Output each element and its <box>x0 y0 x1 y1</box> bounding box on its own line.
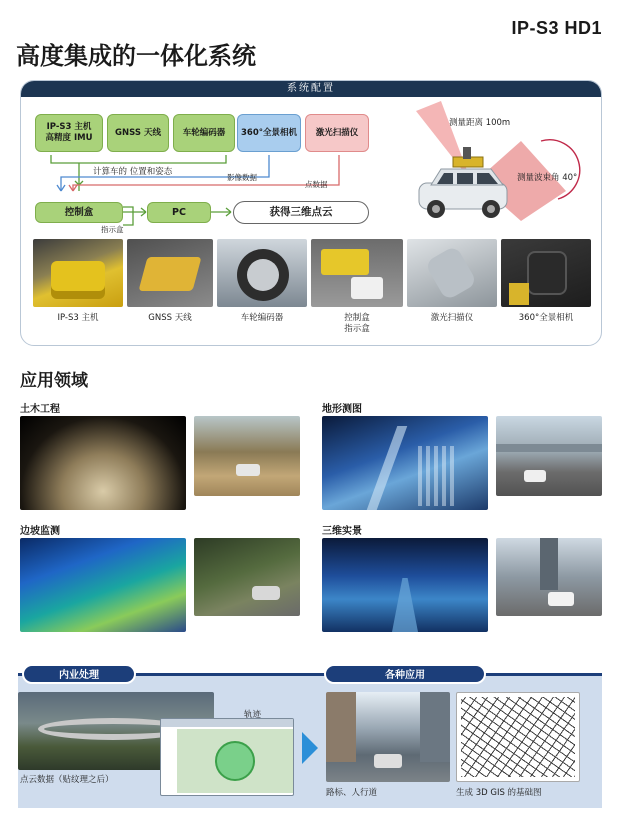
topo-pointcloud-image <box>322 416 488 510</box>
main-unit-photo <box>33 239 123 307</box>
component-caption: 激光扫描仪 <box>430 313 474 323</box>
page-title: 高度集成的一体化系统 <box>16 41 256 70</box>
output-node: 获得三维点云 <box>233 201 369 224</box>
control-box-node: 控制盒 <box>35 202 123 223</box>
product-code: IP-S3 HD1 <box>511 18 602 38</box>
civil-photo <box>194 416 300 496</box>
road-caption: 路标、人行道 <box>326 788 378 798</box>
field-label-3d: 三维实景 <box>322 526 362 537</box>
road-sign-photo <box>326 692 450 782</box>
gis-base-map <box>456 692 580 782</box>
arrow-right-icon <box>300 730 320 766</box>
indicator-box-label: 指示盒 <box>101 225 124 234</box>
component-caption: IP-S3 主机 <box>57 313 99 323</box>
component-caption: GNSS 天线 <box>148 313 192 323</box>
reality-photo <box>496 538 602 616</box>
gnss-node: GNSS 天线 <box>107 114 169 152</box>
point-data-label: 点数据 <box>305 180 328 189</box>
trajectory-software-window <box>160 718 294 796</box>
laser-scanner-photo <box>407 239 497 307</box>
beam-angle-label: 测量波束角 40° <box>517 173 578 183</box>
trajectory-label: 轨迹 <box>244 710 262 720</box>
component-caption: 360°全景相机 <box>518 313 574 323</box>
encoder-node: 车轮编码器 <box>173 114 235 152</box>
control-box-photo <box>311 239 403 307</box>
applications-pill: 各种应用 <box>324 664 486 684</box>
gis-caption: 生成 3D GIS 的基础图 <box>456 788 542 798</box>
system-config-panel <box>20 80 602 346</box>
config-title: 系统配置 <box>251 81 371 97</box>
slope-photo <box>194 538 300 616</box>
survey-car-illustration <box>419 147 507 218</box>
pc-node: PC <box>147 202 211 223</box>
compute-label: 计算车的 位置和姿态 <box>93 167 173 177</box>
image-data-label: 影像数据 <box>227 173 257 182</box>
field-label-slope: 边坡监测 <box>20 526 60 537</box>
main-unit-node: IP-S3 主机 高精度 IMU <box>35 114 103 152</box>
field-label-civil: 土木工程 <box>20 404 60 415</box>
reality-pointcloud-image <box>322 538 488 632</box>
topo-photo <box>496 416 602 496</box>
field-label-topo: 地形测图 <box>322 404 362 415</box>
component-caption: 车轮编码器 <box>240 313 284 323</box>
camera-node: 360°全景相机 <box>237 114 301 152</box>
pointcloud-caption: 点云数据（贴纹理之后） <box>20 775 114 785</box>
slope-pointcloud-image <box>20 538 186 632</box>
component-caption: 控制盒 指示盒 <box>344 313 370 335</box>
scanner-node: 激光扫描仪 <box>305 114 369 152</box>
gnss-antenna-photo <box>127 239 213 307</box>
distance-label: 测量距离 100m <box>449 118 511 128</box>
panoramic-camera-photo <box>501 239 591 307</box>
internal-processing-pill: 内业处理 <box>22 664 136 684</box>
wheel-encoder-photo <box>217 239 307 307</box>
applications-title: 应用领域 <box>20 371 88 391</box>
civil-pointcloud-image <box>20 416 186 510</box>
